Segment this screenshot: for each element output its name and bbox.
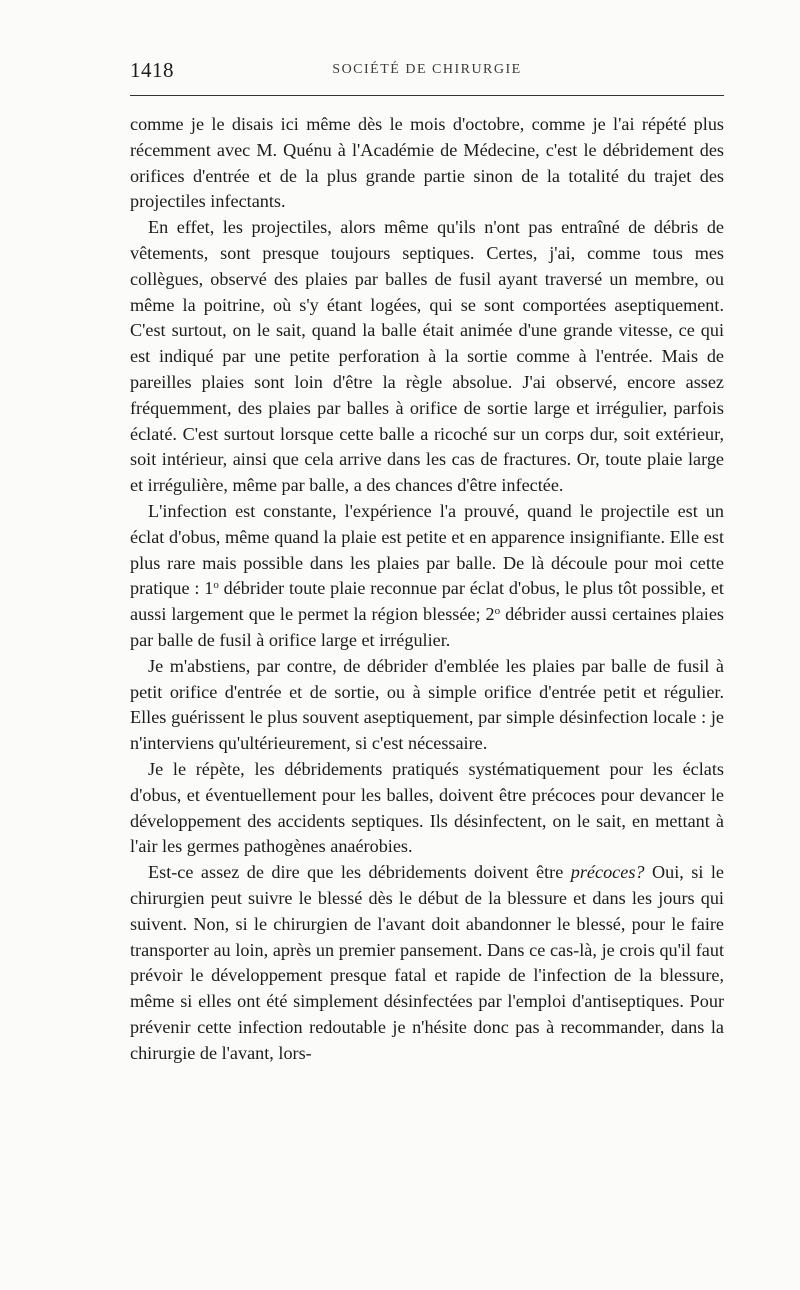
paragraph-6 [130, 860, 724, 1066]
paragraph-1: comme je le disais ici même dès le mois d'octobre, comme je l'ai répété plus récemment avec M. Quénu à l'Académie de Médecine, c'est le débridement des orifices d'entrée et de la plus grande partie sinon de la totalité du trajet des projectiles infectants. [130, 114, 724, 212]
ordinal-2-superscript: o [494, 605, 501, 618]
paragraph-5: Je le répète, les débridements pratiqués systématiquement pour les éclats d'obus, et éventuellement pour les balles, doivent être précoces pour devancer le développement des accidents septiques. Ils désinfectent, on le sait, en mettant à l'air les germes pathogènes anaérobies. [130, 758, 724, 857]
paragraph-4: Je m'abstiens, par contre, de débrider d'emblée les plaies par balle de fusil à petit orifice d'entrée et de sortie, ou à simple orifice d'entrée petit et régulier. Elles guérissent le plus souvent aseptiquement, par simple désinfection locale : je n'interviens qu'ultérieurement, si c'est nécessaire. [130, 655, 724, 754]
paragraph-6-part-2: Oui, si le chirurgien peut suivre le blessé dès le début de la blessure et dans les jours qui suivent. Non, si le chirurgien de l'avant doit abandonner le blessé, pour le faire transporter au loin, après un premier pansement. Dans ce cas-là, je crois qu'il faut prévoir le développement presque fatal et rapide de l'infection de la blessure, même si elles ont été simplement désinfectées par l'emploi d'antiseptiques. Pour prévenir cette infection redoutable je n'hésite donc pas à recommander, dans la chirurgie de l'avant, lors- [130, 862, 724, 1063]
paragraph-2: En effet, les projectiles, alors même qu'ils n'ont pas entraîné de débris de vêtements, sont presque toujours septiques. Certes, j'ai, comme tous mes collègues, observé des plaies par balles de fusil ayant traversé un membre, ou même la poitrine, où s'y étant logées, qui se sont comportées aseptiquement. C'est surtout, on le sait, quand la balle était animée d'une grande vitesse, ce qui est indiqué par une petite perforation à la sortie comme à l'entrée. Mais de pareilles plaies sont loin d'être la règle absolue. J'ai observé, encore assez fréquemment, des plaies par balles à orifice de sortie large et irrégulier, parfois éclaté. C'est surtout lorsque cette balle a ricoché sur un corps dur, soit extérieur, soit intérieur, ainsi que cela arrive dans les cas de fractures. Or, toute plaie large et irrégulière, même par balle, a des chances d'être infectée. [130, 217, 724, 496]
paragraph-6-part-1: Est-ce assez de dire que les débridements doivent être [148, 862, 571, 883]
page-number: 1418 [130, 58, 174, 82]
body-text [130, 112, 724, 1066]
paragraph-3-part-1: L'infection est constante, l'expérience l'a prouvé, quand le projectile est un éclat d'obus, même quand la plaie est petite et en apparence insignifiante. Elle est plus rare mais possible dans les plaies par balle. De là découle pour moi cette pratique : 1 [130, 500, 724, 599]
ordinal-1-superscript: o [213, 579, 219, 592]
paragraph-3 [130, 499, 724, 654]
paragraph-3-part-2: débrider toute plaie reconnue par éclat d'obus, le plus tôt possible, et aussi largement que le permet la région blessée; 2 [130, 578, 724, 625]
italic-precoces: précoces? [570, 862, 645, 883]
running-head: SOCIÉTÉ DE CHIRURGIE [332, 62, 522, 77]
paragraph-3-part-3: débrider aussi certaines plaies par balle de fusil à orifice large et irrégulier. [130, 604, 724, 650]
header-rule [130, 95, 724, 96]
page-header [130, 58, 724, 88]
